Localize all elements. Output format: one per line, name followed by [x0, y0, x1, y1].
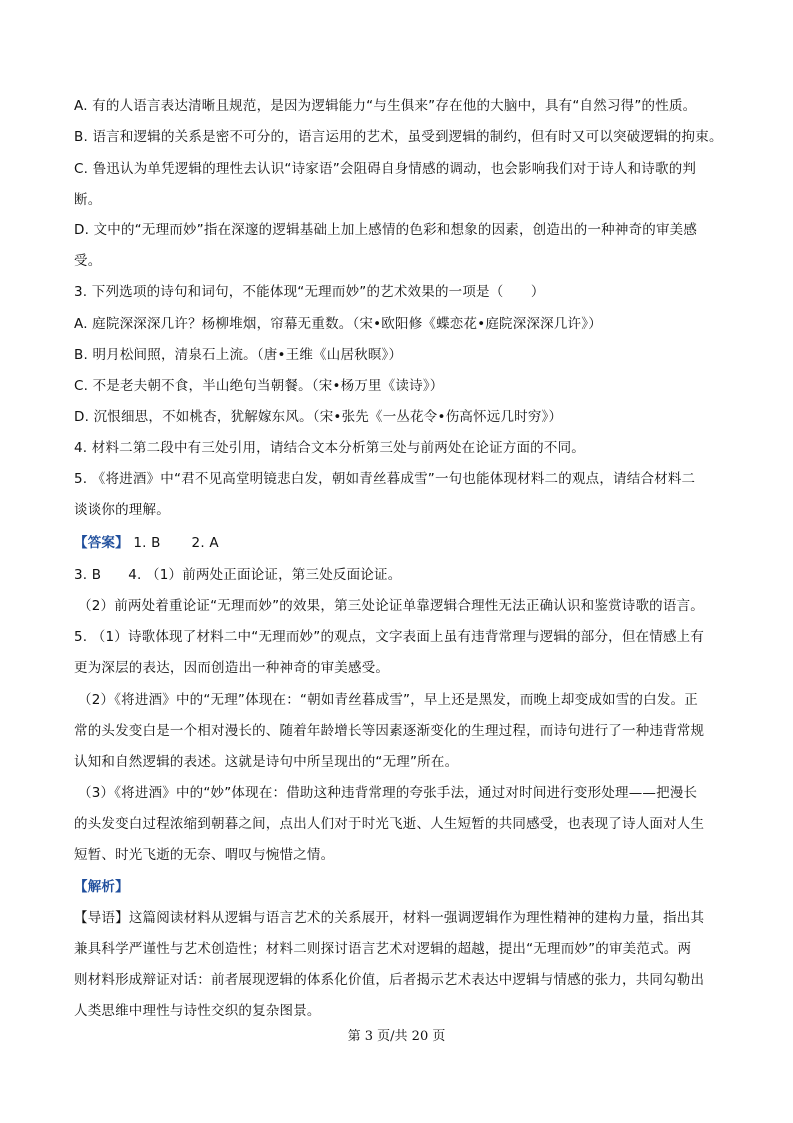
answer-5-line2: 更为深层的表达，因而创造出一种神奇的审美感受。 — [74, 660, 390, 676]
question-5-line2: 谈谈你的理解。 — [74, 502, 170, 518]
answer-1: 1. B — [133, 535, 161, 551]
answer-5-line8: 短暂、时光飞逝的无奈、喟叹与惋惜之情。 — [74, 847, 335, 863]
option-2d-line1: D. 文中的“无理而妙”指在深邃的逻辑基础上加上感情的色彩和想象的因素，创造出的一种神奇的审美感 — [74, 222, 698, 238]
option-3c: C. 不是老夫朝不食，半山绝句当朝餐。（宋•杨万里《读诗》） — [74, 378, 444, 394]
page-number: 第 3 页/共 20 页 — [347, 1029, 446, 1044]
answer-3: 3. B — [74, 567, 102, 583]
analysis-line2: 兼具科学严谨性与艺术创造性；材料二则探讨语言艺术对逻辑的超越，提出“无理而妙”的审美范式。两 — [74, 941, 692, 957]
answer-5-line7: 的头发变白过程浓缩到朝暮之间，点出人们对于时光飞逝、人生短暂的共同感受，也表现了诗人面对人生 — [74, 816, 705, 832]
answer-2: 2. A — [191, 535, 219, 551]
answer-5-line5: 认知和自然逻辑的表述。这就是诗句中所呈现出的“无理”所在。 — [74, 754, 459, 770]
question-5-line1: 5. 《将进酒》中“君不见高堂明镜悲白发，朝如青丝暮成雪”一句也能体现材料二的观点，请结合材料二 — [74, 471, 696, 487]
answer-3-4-row — [74, 565, 734, 585]
analysis-line3: 则材料形成辩证对话：前者展现逻辑的体系化价值，后者揭示艺术表达中逻辑与情感的张力，共同勾勒出 — [74, 972, 705, 988]
option-2c-line2: 断。 — [74, 192, 102, 208]
answer-5-line3: （2）《将进酒》中的“无理”体现在：“朝如青丝暮成雪”，早上还是黑发，而晚上却变成如雪的白发。正 — [78, 692, 698, 708]
analysis-line4: 人类思维中理性与诗性交织的复杂图景。 — [74, 1003, 321, 1019]
analysis-line1: 【导语】这篇阅读材料从逻辑与语言艺术的关系展开，材料一强调逻辑作为理性精神的建构力量，指出其 — [74, 910, 705, 926]
option-3a: A. 庭院深深深几许？杨柳堆烟，帘幕无重数。（宋•欧阳修《蝶恋花•庭院深深深几许》） — [74, 316, 602, 332]
answer-row — [74, 533, 734, 553]
option-3d: D. 沉恨细思，不如桃杏，犹解嫁东风。（宋•张先《一丛花令•伤高怀远几时穷》） — [74, 409, 563, 425]
answer-5-line4: 常的头发变白是一个相对漫长的、随着年龄增长等因素逐渐变化的生理过程，而诗句进行了一种违背常规 — [74, 723, 705, 739]
answer-4-part1: 4. （1）前两处正面论证，第三处反面论证。 — [128, 567, 402, 583]
answer-5-line6: （3）《将进酒》中的“妙”体现在：借助这种违背常理的夸张手法，通过对时间进行变形处理——把漫长 — [78, 785, 698, 801]
option-2b: B. 语言和逻辑的关系是密不可分的，语言运用的艺术，虽受到逻辑的制约，但有时又可以突破逻辑的拘束。 — [74, 129, 723, 145]
answer-5-line1: 5. （1）诗歌体现了材料二中“无理而妙”的观点，文字表面上虽有违背常理与逻辑的部分，但在情感上有 — [74, 629, 705, 645]
question-4: 4. 材料二第二段中有三处引用，请结合文本分析第三处与前两处在论证方面的不同。 — [74, 440, 585, 456]
question-3: 3. 下列选项的诗句和词句，不能体现“无理而妙”的艺术效果的一项是（ ） — [74, 284, 545, 300]
guide-tag: 【导语】 — [74, 910, 129, 926]
option-2c-line1: C. 鲁迅认为单凭逻辑的理性去认识“诗家语”会阻碍自身情感的调动，也会影响我们对于诗人和诗歌的判 — [74, 161, 697, 177]
answer-4-part2: （2）前两处着重论证“无理而妙”的效果，第三处论证单靠逻辑合理性无法正确认识和鉴赏诗歌的语言。 — [78, 598, 704, 614]
option-3b: B. 明月松间照，清泉石上流。（唐•王维《山居秋暝》） — [74, 347, 403, 363]
analysis-tag: 【解析】 — [74, 879, 129, 895]
option-2a: A. 有的人语言表达清晰且规范，是因为逻辑能力“与生俱来”存在他的大脑中，具有“自然习得”的性质。 — [74, 98, 697, 114]
answer-tag: 【答案】 — [74, 535, 129, 551]
option-2d-line2: 受。 — [74, 253, 102, 269]
